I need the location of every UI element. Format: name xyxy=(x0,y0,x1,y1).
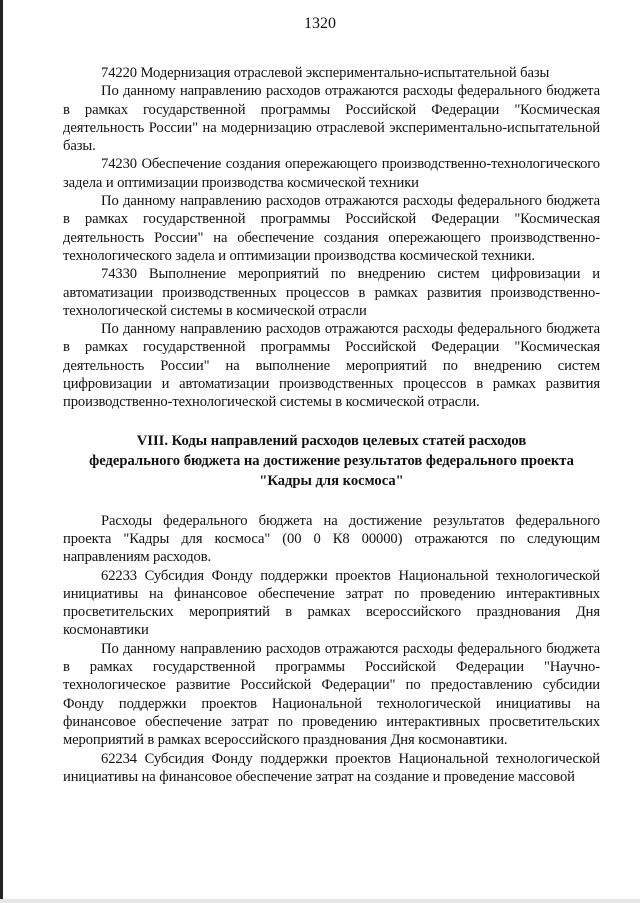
section-heading-line-3: "Кадры для космоса" xyxy=(259,472,404,489)
paragraph-62233-description: По данному направлению расходов отражаются расходы федерального бюджета в рамках государственной программы Российской Федерации "Научно-технологическое развитие Российской Федерации" по предоставлению субсидии Фонду поддержки проектов Национальной технологической инициативы на финансовое обеспечение затрат по проведению интерактивных просветительских мероприятий в рамках всероссийского празднования Дня космонавтики. xyxy=(63,640,600,749)
paragraph-62233-title: 62233 Субсидия Фонду поддержки проектов Национальной технологической инициативы на финансовое обеспечение затрат по проведению интерактивных просветительских мероприятий в рамках всероссийского празднования Дня космонавтики xyxy=(63,567,600,639)
paragraph-62234-title: 62234 Субсидия Фонду поддержки проектов Национальной технологической инициативы на финансовое обеспечение затрат на создание и проведение массовой xyxy=(63,750,600,785)
document-body xyxy=(63,64,600,786)
paragraph-74330-description: По данному направлению расходов отражаются расходы федерального бюджета в рамках государственной программы Российской Федерации "Космическая деятельность России" на выполнение мероприятий по внедрению систем цифровизации и автоматизации производственных процессов в рамках развития производственно-технологической системы в космической отрасли. xyxy=(63,321,600,411)
paragraph-section-intro: Расходы федерального бюджета на достижение результатов федерального проекта "Кадры для космоса" (00 0 К8 00000) отражаются по следующим направлениям расходов. xyxy=(63,512,600,566)
paragraph-74220-description: По данному направлению расходов отражаются расходы федерального бюджета в рамках государственной программы Российской Федерации "Космическая деятельность России" на модернизацию отраслевой экспериментально-испытательной базы. xyxy=(63,83,600,155)
page-number: 1320 xyxy=(304,15,336,32)
scan-edge-left xyxy=(0,0,3,903)
section-heading xyxy=(63,431,600,491)
section-heading-line-2: федерального бюджета на достижение результатов федерального проекта xyxy=(89,452,574,469)
scan-edge-bottom xyxy=(0,899,640,903)
paragraph-74330-title: 74330 Выполнение мероприятий по внедрению систем цифровизации и автоматизации производственных процессов в рамках развития производственно-технологической системы в космической отрасли xyxy=(63,266,600,319)
paragraph-74230-description: По данному направлению расходов отражаются расходы федерального бюджета в рамках государственной программы Российской Федерации "Космическая деятельность России" на обеспечение создания опережающего производственно-технологического задела и оптимизации производства космической техники. xyxy=(63,193,600,264)
paragraph-74220-title: 74220 Модернизация отраслевой экспериментально-испытательной базы xyxy=(101,65,550,81)
paragraph-74230-title: 74230 Обеспечение создания опережающего производственно-технологического задела и оптимизации производства космической техники xyxy=(63,156,600,191)
section-heading-line-1: VIII. Коды направлений расходов целевых статей расходов xyxy=(136,432,527,449)
